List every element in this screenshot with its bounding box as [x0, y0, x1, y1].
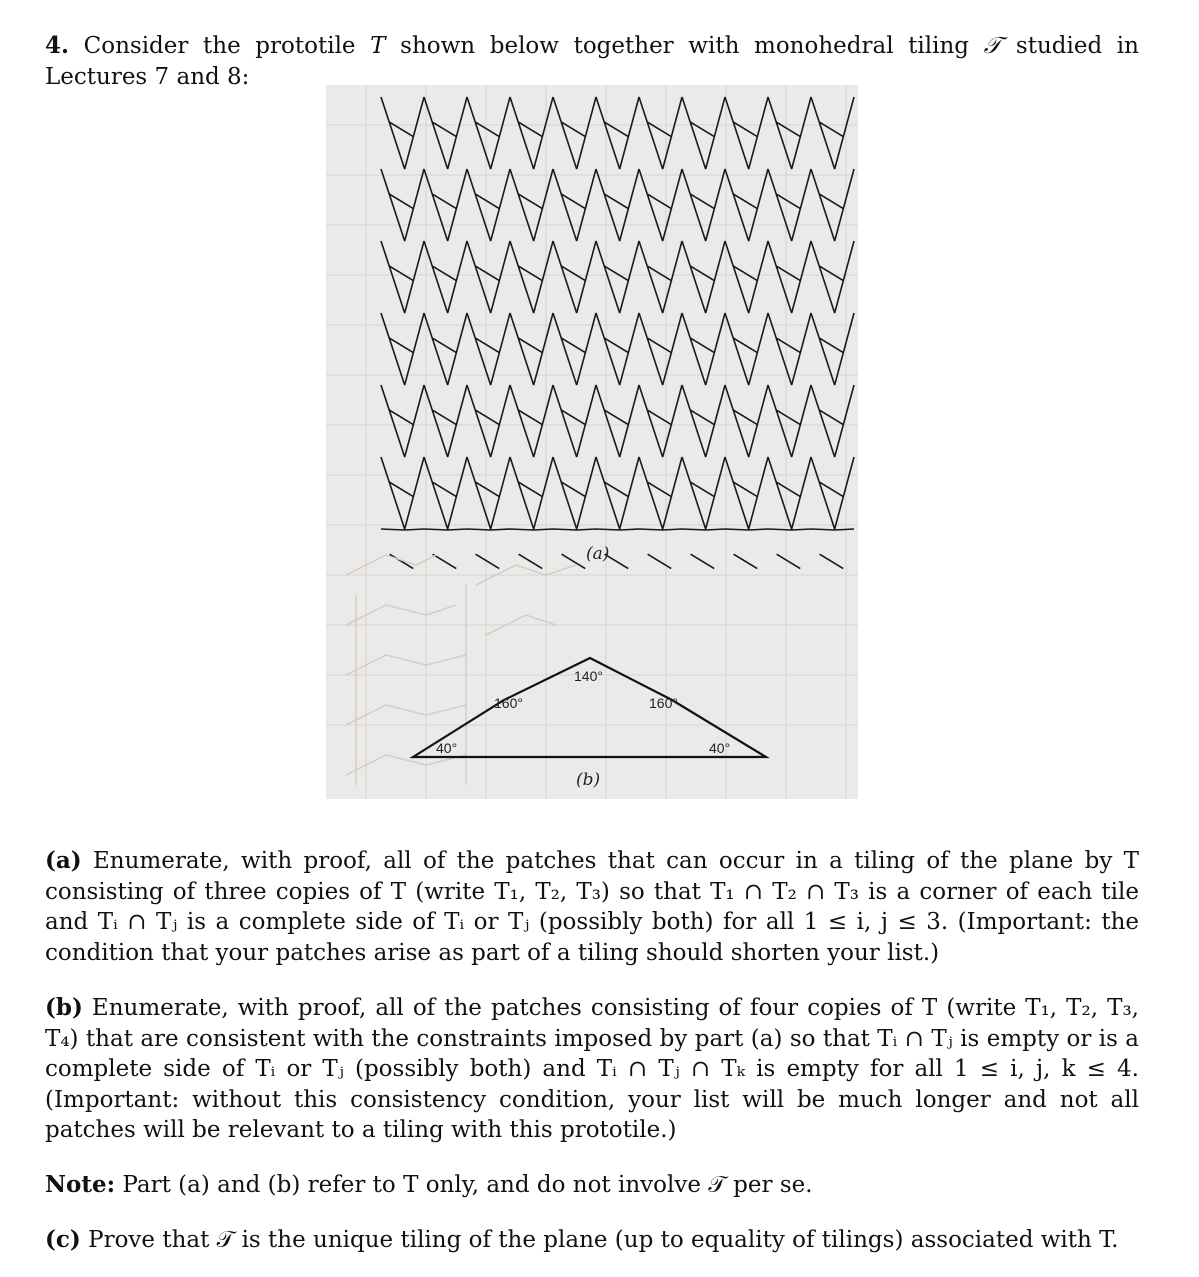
- figure-label-b: (b): [576, 770, 601, 790]
- prototile-symbol: T: [370, 33, 386, 59]
- note-paragraph: [45, 1170, 1139, 1201]
- angle-label-lower-left: 40°: [436, 740, 458, 756]
- note-text: Part (a) and (b) refer to T only, and do not involve 𝒯 per se.: [115, 1172, 813, 1198]
- intro-text-3: studied in Lectures 7 and 8:: [45, 33, 1139, 90]
- part-a-label: (a): [45, 847, 82, 874]
- angle-label-upper-right: 160°: [649, 695, 678, 711]
- tiling-a-edges: [381, 97, 854, 569]
- problem-number: 4.: [45, 32, 70, 59]
- angle-label-top: 140°: [574, 668, 603, 684]
- part-b-text: Enumerate, with proof, all of the patches consisting of four copies of T (write T₁, T₂, T₃, T₄) that are consistent with the constraints imposed by part (a) so that Tᵢ ∩ Tⱼ is empty or is a complete side of Tᵢ or Tⱼ (possibly both) and Tᵢ ∩ Tⱼ ∩ Tₖ is empty for all 1 ≤ i, j, k ≤ 4. (Important: without this consistency condition, your list will be much longer and not all patches will be relevant to a tiling with this prototile.): [45, 995, 1139, 1143]
- part-c-paragraph: [45, 1225, 1139, 1256]
- part-c-label: (c): [45, 1226, 81, 1253]
- angle-label-lower-right: 40°: [709, 740, 731, 756]
- intro-text-1: Consider the prototile: [69, 33, 371, 59]
- tiling-figure: [326, 85, 858, 799]
- intro-text-2: shown below together with monohedral tiling: [385, 33, 984, 59]
- part-a-text: Enumerate, with proof, all of the patches that can occur in a tiling of the plane by T consisting of three copies of T (write T₁, T₂, T₃) so that T₁ ∩ T₂ ∩ T₃ is a corner of each tile and Tᵢ ∩ Tⱼ is a complete side of Tᵢ or Tⱼ (possibly both) for all 1 ≤ i, j ≤ 3. (Important: the condition that your patches arise as part of a tiling should shorten your list.): [45, 848, 1139, 966]
- tiling-symbol: 𝒯: [983, 33, 1002, 59]
- figure-label-a: (a): [586, 544, 610, 564]
- part-a-paragraph: [45, 846, 1139, 968]
- part-b-label: (b): [45, 994, 83, 1021]
- tiling-figure-svg: [326, 85, 858, 799]
- intro-paragraph: [45, 31, 1139, 92]
- faint-background-tiles: [346, 555, 576, 785]
- note-label: Note:: [45, 1171, 116, 1198]
- part-b-paragraph: [45, 993, 1139, 1146]
- tiling-a: [381, 97, 854, 569]
- part-c-text: Prove that 𝒯 is the unique tiling of the plane (up to equality of tilings) associated with T.: [80, 1227, 1119, 1253]
- angle-label-upper-left: 160°: [494, 695, 523, 711]
- background-grid: [326, 85, 858, 799]
